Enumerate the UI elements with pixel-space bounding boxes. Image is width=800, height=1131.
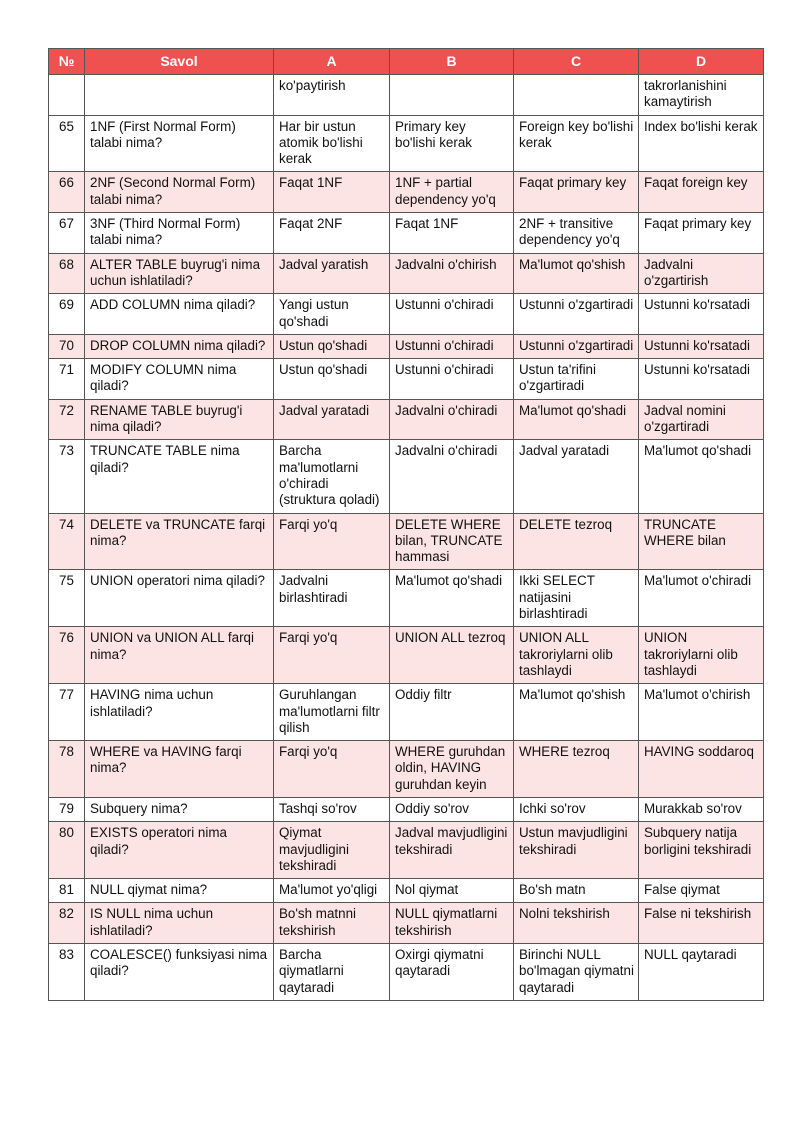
table-header-row — [49, 49, 764, 75]
option-a-cell: Farqi yo'q — [274, 513, 390, 570]
header-option-d: D — [639, 49, 764, 75]
option-d-cell: False qiymat — [639, 879, 764, 903]
question-cell — [85, 75, 274, 116]
option-a-cell: Bo'sh matnni tekshirish — [274, 903, 390, 944]
option-c-cell: DELETE tezroq — [514, 513, 639, 570]
question-cell: UNION operatori nima qiladi? — [85, 570, 274, 627]
option-d-cell: NULL qaytaradi — [639, 944, 764, 1001]
question-cell: DELETE va TRUNCATE farqi nima? — [85, 513, 274, 570]
question-cell: NULL qiymat nima? — [85, 879, 274, 903]
option-c-cell: Foreign key bo'lishi kerak — [514, 115, 639, 172]
option-a-cell: Har bir ustun atomik bo'lishi kerak — [274, 115, 390, 172]
option-a-cell: Yangi ustun qo'shadi — [274, 294, 390, 335]
row-number: 78 — [49, 741, 85, 798]
option-a-cell: Barcha ma'lumotlarni o'chiradi (struktura qoladi) — [274, 440, 390, 513]
option-b-cell: Primary key bo'lishi kerak — [390, 115, 514, 172]
option-a-cell: Tashqi so'rov — [274, 797, 390, 821]
option-a-cell: Faqat 2NF — [274, 213, 390, 254]
header-option-a: A — [274, 49, 390, 75]
option-b-cell: Ustunni o'chiradi — [390, 334, 514, 358]
table-row — [49, 213, 764, 254]
option-b-cell: Jadvalni o'chiradi — [390, 399, 514, 440]
option-c-cell: Ma'lumot qo'shish — [514, 684, 639, 741]
header-question: Savol — [85, 49, 274, 75]
option-b-cell: Faqat 1NF — [390, 213, 514, 254]
option-c-cell: Faqat primary key — [514, 172, 639, 213]
question-cell: ALTER TABLE buyrug'i nima uchun ishlatiladi? — [85, 253, 274, 294]
option-d-cell: Ustunni ko'rsatadi — [639, 294, 764, 335]
table-row — [49, 334, 764, 358]
question-cell: ADD COLUMN nima qiladi? — [85, 294, 274, 335]
question-cell: 3NF (Third Normal Form) talabi nima? — [85, 213, 274, 254]
row-number: 82 — [49, 903, 85, 944]
table-row — [49, 627, 764, 684]
option-d-cell: Ustunni ko'rsatadi — [639, 334, 764, 358]
option-a-cell: Ma'lumot yo'qligi — [274, 879, 390, 903]
option-d-cell: Ma'lumot qo'shadi — [639, 440, 764, 513]
option-d-cell: Jadval nomini o'zgartiradi — [639, 399, 764, 440]
option-b-cell: NULL qiymatlarni tekshirish — [390, 903, 514, 944]
option-d-cell: takrorlanishini kamaytirish — [639, 75, 764, 116]
option-d-cell: Ustunni ko'rsatadi — [639, 359, 764, 400]
header-option-b: B — [390, 49, 514, 75]
header-number: № — [49, 49, 85, 75]
option-a-cell: Jadval yaratish — [274, 253, 390, 294]
option-d-cell: Faqat foreign key — [639, 172, 764, 213]
option-b-cell: Ustunni o'chiradi — [390, 294, 514, 335]
option-c-cell: Ustunni o'zgartiradi — [514, 294, 639, 335]
option-c-cell — [514, 75, 639, 116]
option-a-cell: Jadvalni birlashtiradi — [274, 570, 390, 627]
option-c-cell: Bo'sh matn — [514, 879, 639, 903]
option-c-cell: Ustun ta'rifini o'zgartiradi — [514, 359, 639, 400]
question-cell: IS NULL nima uchun ishlatiladi? — [85, 903, 274, 944]
option-a-cell: Farqi yo'q — [274, 627, 390, 684]
option-d-cell: False ni tekshirish — [639, 903, 764, 944]
option-d-cell: Subquery natija borligini tekshiradi — [639, 822, 764, 879]
option-b-cell: Nol qiymat — [390, 879, 514, 903]
question-cell: COALESCE() funksiyasi nima qiladi? — [85, 944, 274, 1001]
option-c-cell: Nolni tekshirish — [514, 903, 639, 944]
table-row — [49, 570, 764, 627]
table-row — [49, 253, 764, 294]
option-a-cell: Jadval yaratadi — [274, 399, 390, 440]
question-cell: WHERE va HAVING farqi nima? — [85, 741, 274, 798]
option-c-cell: Ustun mavjudligini tekshiradi — [514, 822, 639, 879]
question-cell: Subquery nima? — [85, 797, 274, 821]
option-d-cell: Jadvalni o'zgartirish — [639, 253, 764, 294]
question-cell: HAVING nima uchun ishlatiladi? — [85, 684, 274, 741]
row-number: 67 — [49, 213, 85, 254]
option-b-cell: DELETE WHERE bilan, TRUNCATE hammasi — [390, 513, 514, 570]
option-b-cell: Oddiy filtr — [390, 684, 514, 741]
option-b-cell — [390, 75, 514, 116]
option-b-cell: Jadvalni o'chiradi — [390, 440, 514, 513]
option-b-cell: Jadvalni o'chirish — [390, 253, 514, 294]
option-a-cell: Barcha qiymatlarni qaytaradi — [274, 944, 390, 1001]
question-cell: UNION va UNION ALL farqi nima? — [85, 627, 274, 684]
row-number: 80 — [49, 822, 85, 879]
table-row — [49, 684, 764, 741]
table-row — [49, 172, 764, 213]
option-b-cell: 1NF + partial dependency yo'q — [390, 172, 514, 213]
table-row — [49, 822, 764, 879]
option-c-cell: Ma'lumot qo'shish — [514, 253, 639, 294]
quiz-table — [48, 48, 764, 1001]
option-c-cell: Ustunni o'zgartiradi — [514, 334, 639, 358]
row-number: 71 — [49, 359, 85, 400]
option-c-cell: Ma'lumot qo'shadi — [514, 399, 639, 440]
option-b-cell: Jadval mavjudligini tekshiradi — [390, 822, 514, 879]
table-row — [49, 903, 764, 944]
document-page — [48, 48, 763, 1001]
table-row — [49, 294, 764, 335]
option-a-cell: Ustun qo'shadi — [274, 359, 390, 400]
option-d-cell: Ma'lumot o'chiradi — [639, 570, 764, 627]
option-d-cell: Faqat primary key — [639, 213, 764, 254]
table-row — [49, 513, 764, 570]
table-row — [49, 944, 764, 1001]
question-cell: DROP COLUMN nima qiladi? — [85, 334, 274, 358]
row-number — [49, 75, 85, 116]
option-d-cell: Index bo'lishi kerak — [639, 115, 764, 172]
row-number: 66 — [49, 172, 85, 213]
table-row — [49, 879, 764, 903]
row-number: 73 — [49, 440, 85, 513]
option-b-cell: Oddiy so'rov — [390, 797, 514, 821]
option-b-cell: Oxirgi qiymatni qaytaradi — [390, 944, 514, 1001]
option-d-cell: TRUNCATE WHERE bilan — [639, 513, 764, 570]
option-a-cell: Ustun qo'shadi — [274, 334, 390, 358]
row-number: 65 — [49, 115, 85, 172]
option-b-cell: UNION ALL tezroq — [390, 627, 514, 684]
question-cell: 1NF (First Normal Form) talabi nima? — [85, 115, 274, 172]
row-number: 72 — [49, 399, 85, 440]
option-a-cell: Qiymat mavjudligini tekshiradi — [274, 822, 390, 879]
option-a-cell: Faqat 1NF — [274, 172, 390, 213]
row-number: 79 — [49, 797, 85, 821]
question-cell: EXISTS operatori nima qiladi? — [85, 822, 274, 879]
option-a-cell: Guruhlangan ma'lumotlarni filtr qilish — [274, 684, 390, 741]
option-c-cell: Ikki SELECT natijasini birlashtiradi — [514, 570, 639, 627]
option-b-cell: Ustunni o'chiradi — [390, 359, 514, 400]
table-row — [49, 115, 764, 172]
option-c-cell: WHERE tezroq — [514, 741, 639, 798]
option-b-cell: WHERE guruhdan oldin, HAVING guruhdan keyin — [390, 741, 514, 798]
option-c-cell: Birinchi NULL bo'lmagan qiymatni qaytaradi — [514, 944, 639, 1001]
option-c-cell: 2NF + transitive dependency yo'q — [514, 213, 639, 254]
table-row — [49, 75, 764, 116]
option-c-cell: UNION ALL takroriylarni olib tashlaydi — [514, 627, 639, 684]
row-number: 76 — [49, 627, 85, 684]
table-row — [49, 440, 764, 513]
question-cell: RENAME TABLE buyrug'i nima qiladi? — [85, 399, 274, 440]
option-a-cell: Farqi yo'q — [274, 741, 390, 798]
row-number: 69 — [49, 294, 85, 335]
table-row — [49, 359, 764, 400]
question-cell: 2NF (Second Normal Form) talabi nima? — [85, 172, 274, 213]
header-option-c: C — [514, 49, 639, 75]
option-d-cell: Ma'lumot o'chirish — [639, 684, 764, 741]
option-a-cell: ko'paytirish — [274, 75, 390, 116]
table-row — [49, 399, 764, 440]
option-c-cell: Jadval yaratadi — [514, 440, 639, 513]
option-d-cell: HAVING soddaroq — [639, 741, 764, 798]
table-row — [49, 797, 764, 821]
option-b-cell: Ma'lumot qo'shadi — [390, 570, 514, 627]
row-number: 68 — [49, 253, 85, 294]
table-row — [49, 741, 764, 798]
row-number: 83 — [49, 944, 85, 1001]
option-c-cell: Ichki so'rov — [514, 797, 639, 821]
question-cell: MODIFY COLUMN nima qiladi? — [85, 359, 274, 400]
row-number: 70 — [49, 334, 85, 358]
row-number: 77 — [49, 684, 85, 741]
row-number: 74 — [49, 513, 85, 570]
question-cell: TRUNCATE TABLE nima qiladi? — [85, 440, 274, 513]
row-number: 75 — [49, 570, 85, 627]
row-number: 81 — [49, 879, 85, 903]
option-d-cell: UNION takroriylarni olib tashlaydi — [639, 627, 764, 684]
option-d-cell: Murakkab so'rov — [639, 797, 764, 821]
